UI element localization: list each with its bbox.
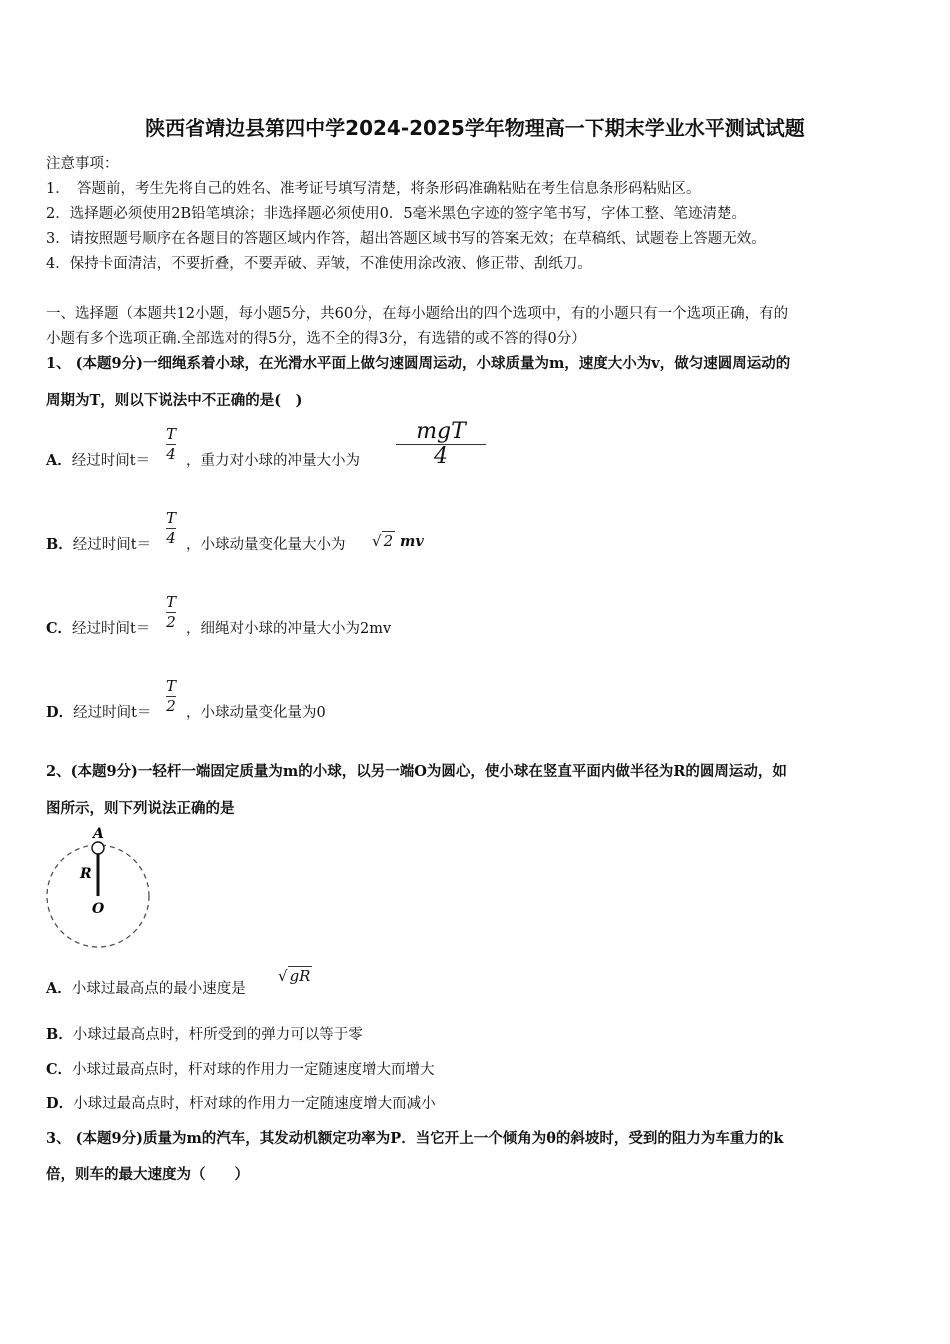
notice-item: 3．请按照题号顺序在各题目的答题区域内作答，超出答题区域书写的答案无效；在草稿纸、试题卷上答题无效。 [46, 231, 766, 247]
fraction-denominator: 4 [434, 444, 448, 469]
option-text: ，细绳对小球的冲量大小为2mv [186, 621, 392, 637]
option-text: 经过时间t＝ [72, 537, 152, 553]
notice-item: 2．选择题必须使用2B铅笔填涂；非选择题必须使用0．5毫米黑色字迹的签字笔书写，字体工整、笔迹清楚。 [46, 206, 747, 222]
fraction [166, 593, 176, 632]
sqrt-expression: √ gR [278, 967, 311, 985]
fraction-numerator: T [166, 425, 177, 443]
fraction-large [396, 420, 486, 469]
q1-option-d[interactable] [46, 701, 151, 722]
q1-option-b[interactable] [46, 533, 151, 554]
option-text: 小球过最高点时，杆所受到的弹力可以等于零 [72, 1027, 363, 1043]
label-a: A [93, 826, 104, 842]
fraction-denominator: 2 [166, 697, 176, 715]
circular-motion-diagram [40, 822, 160, 952]
option-label: D． [46, 1095, 74, 1112]
label-r: R [80, 866, 92, 882]
q1-option-c[interactable] [46, 617, 150, 638]
label-o: O [92, 901, 105, 917]
q3-stem: 3、 (本题9分)质量为m的汽车，其发动机额定功率为P．当它开上一个倾角为θ的斜坡时，受到的阻力为车重力的k [46, 1130, 784, 1147]
option-text: ，重力对小球的冲量大小为 [186, 453, 360, 469]
fraction-numerator: T [166, 593, 177, 611]
q1-option-a[interactable] [46, 449, 150, 470]
sqrt-radicand: gR [289, 967, 311, 985]
sqrt-radicand: 2 [383, 532, 394, 550]
sqrt-expression: √ 2 [372, 532, 394, 550]
option-text: 经过时间t＝ [71, 453, 151, 469]
option-text: ，小球动量变化量大小为 [186, 537, 346, 553]
fraction-denominator: 2 [166, 613, 176, 631]
q2-option-c[interactable] [46, 1058, 435, 1079]
q2-stem: 2、(本题9分)一轻杆一端固定质量为m的小球，以另一端O为圆心，使小球在竖直平面内做半径为R的圆周运动，如 [46, 763, 787, 780]
fraction-denominator: 4 [166, 445, 176, 463]
option-tail: mv [400, 533, 424, 550]
q2-stem-cont: 图所示，则下列说法正确的是 [46, 800, 235, 817]
fraction [166, 425, 176, 464]
notice-item: 1． 答题前，考生先将自己的姓名、准考证号填写清楚，将条形码准确粘贴在考生信息条形码粘贴区。 [46, 181, 701, 197]
option-text: 小球过最高点时，杆对球的作用力一定随速度增大而增大 [72, 1062, 435, 1078]
q3-stem-cont: 倍，则车的最大速度为（ ） [46, 1166, 249, 1183]
option-label: D． [46, 704, 74, 721]
q2-option-d[interactable] [46, 1092, 436, 1113]
fraction [166, 677, 176, 716]
option-text: 经过时间t＝ [73, 705, 152, 721]
option-label: A． [46, 980, 72, 997]
option-label: C． [46, 1061, 73, 1078]
option-label: B． [46, 1026, 73, 1043]
q1-stem: 1、 (本题9分)一细绳系着小球，在光滑水平面上做匀速圆周运动，小球质量为m，速度大小为v，做匀速圆周运动的 [46, 355, 791, 372]
q1-stem-cont: 周期为T，则以下说法中不正确的是( ) [46, 392, 303, 409]
option-text: 小球过最高点的最小速度是 [71, 981, 246, 997]
notice-item: 4．保持卡面清洁，不要折叠，不要弄破、弄皱，不准使用涂改液、修正带、刮纸刀。 [46, 256, 592, 272]
page-title: 陕西省靖边县第四中学2024-2025学年物理高一下期末学业水平测试试题 [145, 116, 805, 140]
fraction-numerator: T [166, 509, 177, 527]
option-label: A． [46, 452, 72, 469]
section-heading: 一、选择题（本题共12小题，每小题5分，共60分，在每小题给出的四个选项中，有的小题只有一个选项正确，有的 [46, 306, 789, 322]
section-heading-cont: 小题有多个选项正确.全部选对的得5分，选不全的得3分，有选错的或不答的得0分） [46, 331, 586, 347]
option-label: B． [46, 536, 73, 553]
q2-option-a[interactable] [46, 977, 246, 998]
option-label: C． [46, 620, 73, 637]
option-text: 经过时间t＝ [72, 621, 151, 637]
notice-heading: 注意事项： [46, 156, 119, 172]
fraction-numerator: mgT [416, 419, 466, 444]
option-text: 小球过最高点时，杆对球的作用力一定随速度增大而减小 [73, 1096, 436, 1112]
q2-option-b[interactable] [46, 1023, 363, 1044]
fraction-numerator: T [166, 677, 177, 695]
option-text: ，小球动量变化量为0 [186, 705, 326, 721]
fraction [166, 509, 176, 548]
fraction-denominator: 4 [166, 529, 176, 547]
